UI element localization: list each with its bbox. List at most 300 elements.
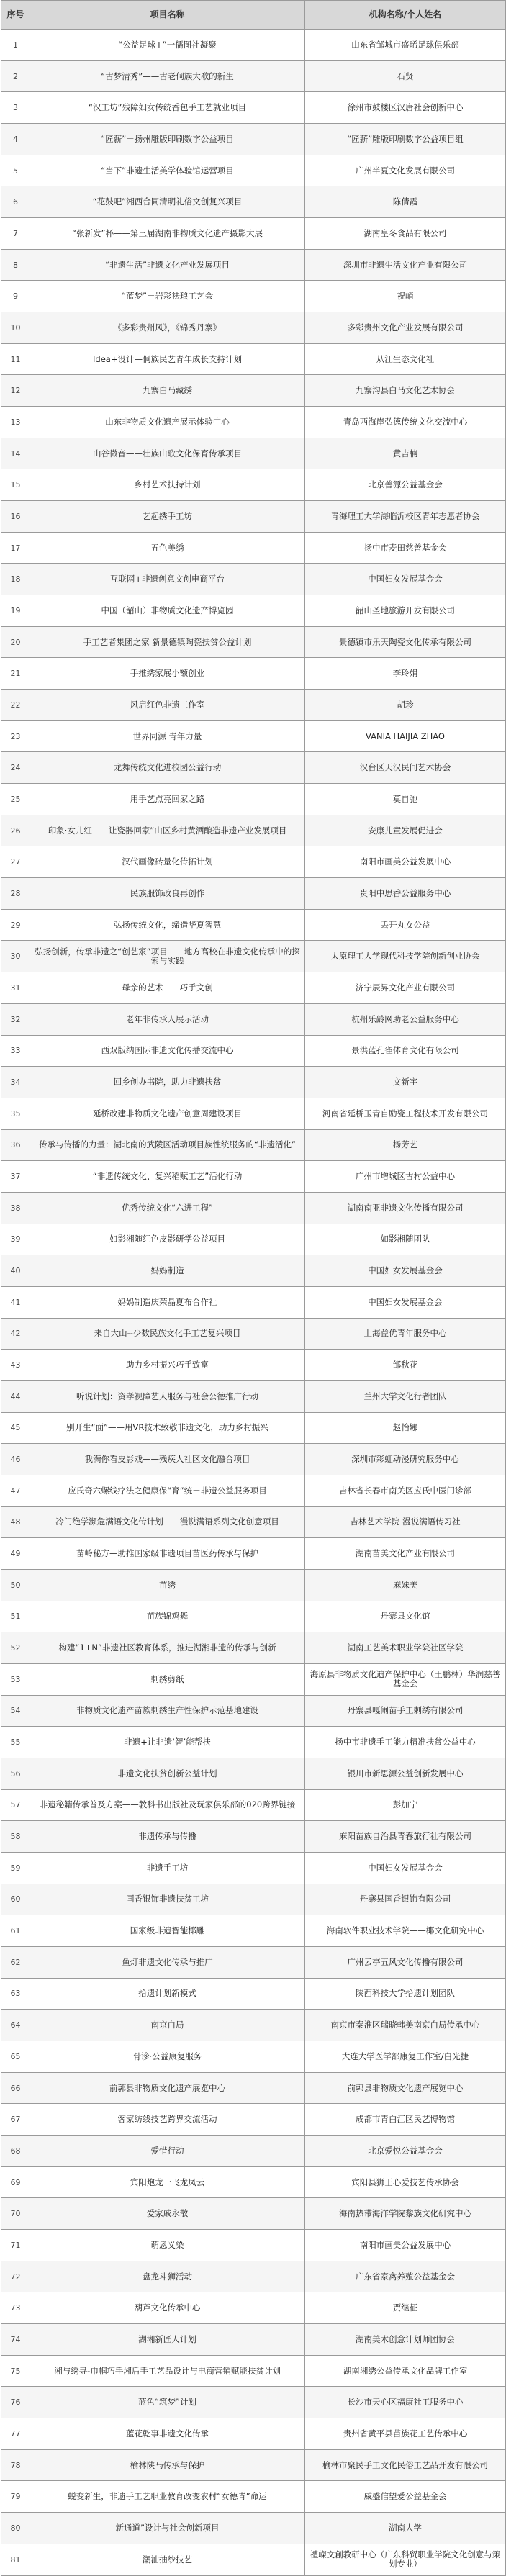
- row-organization-cell: 中国妇女发展基金会: [305, 1286, 506, 1318]
- row-organization-cell: 湖南工艺美术职业学院社区学院: [305, 1632, 506, 1664]
- row-project-name-cell: 应氏奇六螺线疗法之健康保“育”统－非遗公益服务项目: [30, 1475, 305, 1506]
- row-organization-cell: 禮嶸文創教研中心（广东科贸职业学院文化创意与策划专业）: [305, 2544, 506, 2575]
- row-seq-cell: 74: [1, 2324, 30, 2356]
- row-organization-cell: 陈倩霞: [305, 186, 506, 218]
- row-project-name-cell: 蓝色“筑梦”计划: [30, 2387, 305, 2418]
- table-row: [1, 2072, 506, 2104]
- row-organization-cell: 北京爱悦公益基金会: [305, 2136, 506, 2167]
- row-project-name-cell: 非遗文化扶贫创新公益计划: [30, 1758, 305, 1789]
- table-row: [1, 1821, 506, 1853]
- table-row: [1, 501, 506, 533]
- row-organization-cell: 中国妇女发展基金会: [305, 564, 506, 595]
- row-project-name-cell: 冷门绝学濒危满语文化传计划——漫说满语系列文化创意项目: [30, 1506, 305, 1538]
- row-organization-cell: 海南热带海洋学院黎族文化研究中心: [305, 2198, 506, 2230]
- row-project-name-cell: 刺绣剪纸: [30, 1663, 305, 1695]
- row-organization-cell: 青岛西海岸弘德传统文化交流中心: [305, 407, 506, 438]
- project-table: [1, 0, 506, 2576]
- row-organization-cell: 多彩贵州文化产业发展有限公司: [305, 312, 506, 344]
- row-project-name-cell: 非遗手工坊: [30, 1852, 305, 1884]
- row-project-name-cell: 葫芦文化传承中心: [30, 2292, 305, 2324]
- row-organization-cell: 赵怡娜: [305, 1412, 506, 1444]
- row-project-name-cell: 萌恩义染: [30, 2230, 305, 2261]
- row-project-name-cell: 鱼灯非遗文化传承与推广: [30, 1946, 305, 1978]
- row-organization-cell: 湖南大学: [305, 2513, 506, 2544]
- row-project-name-cell: 弘扬传统文化，缔造华夏智慧: [30, 909, 305, 941]
- table-row: [1, 2355, 506, 2387]
- table-row: [1, 1255, 506, 1287]
- row-project-name-cell: “张新发”杯——第三届湖南非物质文化遗产摄影大展: [30, 218, 305, 250]
- row-seq-cell: 51: [1, 1601, 30, 1632]
- row-organization-cell: 丹寨县文化馆: [305, 1601, 506, 1632]
- row-project-name-cell: 用手艺点亮回家之路: [30, 784, 305, 815]
- table-row: [1, 532, 506, 564]
- table-row: [1, 972, 506, 1004]
- row-organization-cell: 湖南苗美文化产业有限公司: [305, 1538, 506, 1570]
- row-seq-cell: 31: [1, 972, 30, 1004]
- row-seq-cell: 60: [1, 1884, 30, 1915]
- row-project-name-cell: 中国（韶山）非物质文化遗产博览园: [30, 595, 305, 627]
- row-seq-cell: 36: [1, 1129, 30, 1161]
- table-row: [1, 1884, 506, 1915]
- row-seq-cell: 59: [1, 1852, 30, 1884]
- row-project-name-cell: 手工艺者集团之家 新景德镇陶瓷扶贫公益计划: [30, 626, 305, 658]
- row-project-name-cell: 民族服饰改良再创作: [30, 878, 305, 910]
- table-row: [1, 2418, 506, 2450]
- row-seq-cell: 40: [1, 1255, 30, 1287]
- row-seq-cell: 6: [1, 186, 30, 218]
- row-organization-cell: VANIA HAIJIA ZHAO: [305, 720, 506, 752]
- row-seq-cell: 11: [1, 343, 30, 375]
- row-project-name-cell: 盘龙斗狮活动: [30, 2261, 305, 2292]
- row-seq-cell: 58: [1, 1821, 30, 1853]
- row-project-name-cell: 九寨白马藏绣: [30, 375, 305, 407]
- row-seq-cell: 70: [1, 2198, 30, 2230]
- row-project-name-cell: 苗族锦鸡舞: [30, 1601, 305, 1632]
- table-row: [1, 1978, 506, 2010]
- table-row: [1, 2136, 506, 2167]
- row-organization-cell: 九寨沟县白马文化艺术协会: [305, 375, 506, 407]
- row-seq-cell: 2: [1, 60, 30, 92]
- row-project-name-cell: “蓝梦”－岩彩祛琅工艺会: [30, 281, 305, 312]
- row-project-name-cell: 延桥改建非物质文化遗产创意周建设项目: [30, 1098, 305, 1129]
- row-seq-cell: 7: [1, 218, 30, 250]
- row-organization-cell: 吉林省长春市南关区应氏中医门诊部: [305, 1475, 506, 1506]
- row-organization-cell: 丢开丸女公益: [305, 909, 506, 941]
- table-row: [1, 312, 506, 344]
- table-row: [1, 1129, 506, 1161]
- table-row: [1, 281, 506, 312]
- row-organization-cell: “匠薪”雕版印刷数字公益项目组: [305, 124, 506, 155]
- row-project-name-cell: 爱家戚永散: [30, 2198, 305, 2230]
- table-row: [1, 1663, 506, 1695]
- row-project-name-cell: 客家纺线技艺跨界交流活动: [30, 2104, 305, 2136]
- table-row: [1, 407, 506, 438]
- row-seq-cell: 9: [1, 281, 30, 312]
- row-project-name-cell: 非遗传承与传播: [30, 1821, 305, 1853]
- table-row: [1, 1161, 506, 1193]
- row-project-name-cell: 手推绣家展小额创业: [30, 658, 305, 690]
- row-organization-cell: 成都市青白江区民艺博物馆: [305, 2104, 506, 2136]
- row-project-name-cell: 互联网+非遗创意文创电商平台: [30, 564, 305, 595]
- row-project-name-cell: “花鼓吧”湘西合同清明礼俗文创复兴项目: [30, 186, 305, 218]
- table-row: [1, 60, 506, 92]
- row-organization-cell: 贵州省黄平县苗族花工艺传承中心: [305, 2418, 506, 2450]
- table-row: [1, 218, 506, 250]
- row-seq-cell: 55: [1, 1727, 30, 1758]
- row-project-name-cell: 我满你看皮影戏——残疾人社区文化融合项目: [30, 1444, 305, 1475]
- table-row: [1, 249, 506, 281]
- row-organization-cell: 莫自弛: [305, 784, 506, 815]
- table-row: [1, 2513, 506, 2544]
- row-seq-cell: 78: [1, 2449, 30, 2481]
- row-organization-cell: 海原县非物质文化遗产保护中心（王鹏林）华润慈善基金会: [305, 1663, 506, 1695]
- row-organization-cell: 杭州乐龄网助老公益服务中心: [305, 1003, 506, 1035]
- row-seq-cell: 20: [1, 626, 30, 658]
- row-organization-cell: 大连大学医学部康复工作室/白光捷: [305, 2041, 506, 2073]
- row-seq-cell: 38: [1, 1192, 30, 1224]
- table-row: [1, 1789, 506, 1821]
- row-seq-cell: 43: [1, 1350, 30, 1381]
- table-row: [1, 2387, 506, 2418]
- row-project-name-cell: 新通道”设计与社会创新项目: [30, 2513, 305, 2544]
- row-seq-cell: 10: [1, 312, 30, 344]
- row-organization-cell: 吉林艺术学院 漫说满语传习社: [305, 1506, 506, 1538]
- row-organization-cell: 韶山圣地旅游开发有限公司: [305, 595, 506, 627]
- row-organization-cell: 贵阳中思香公益服务中心: [305, 878, 506, 910]
- row-project-name-cell: 湘与绣寻-巾帼巧手湘后手工艺品设计与电商营销赋能扶贫计划: [30, 2355, 305, 2387]
- row-seq-cell: 1: [1, 30, 30, 61]
- row-project-name-cell: 五色美绣: [30, 532, 305, 564]
- row-seq-cell: 22: [1, 690, 30, 721]
- row-seq-cell: 68: [1, 2136, 30, 2167]
- row-seq-cell: 54: [1, 1695, 30, 1727]
- row-organization-cell: 海南软件职业技术学院——椰文化研究中心: [305, 1915, 506, 1947]
- row-organization-cell: 文新宇: [305, 1067, 506, 1098]
- table-row: [1, 1569, 506, 1601]
- table-row: [1, 2230, 506, 2261]
- row-seq-cell: 45: [1, 1412, 30, 1444]
- table-row: [1, 1538, 506, 1570]
- row-seq-cell: 5: [1, 155, 30, 186]
- row-seq-cell: 56: [1, 1758, 30, 1789]
- table-row: [1, 1758, 506, 1789]
- table-row: [1, 1506, 506, 1538]
- row-seq-cell: 47: [1, 1475, 30, 1506]
- header-seq: 序号: [1, 1, 30, 30]
- row-organization-cell: 石贤: [305, 60, 506, 92]
- table-row: [1, 2198, 506, 2230]
- row-organization-cell: 邹秋花: [305, 1350, 506, 1381]
- row-organization-cell: 湖南美术创意计划师团协会: [305, 2324, 506, 2356]
- row-project-name-cell: “汉工坊”残障妇女传统香包手工艺就业项目: [30, 92, 305, 124]
- table-row: [1, 1695, 506, 1727]
- table-row: [1, 1915, 506, 1947]
- row-organization-cell: 湖南皇冬食品有限公司: [305, 218, 506, 250]
- table-row: [1, 1852, 506, 1884]
- row-seq-cell: 72: [1, 2261, 30, 2292]
- table-row: [1, 1286, 506, 1318]
- row-organization-cell: 长沙市天心区福康社工服务中心: [305, 2387, 506, 2418]
- table-row: [1, 1412, 506, 1444]
- row-organization-cell: 兰州大学文化行者团队: [305, 1380, 506, 1412]
- row-project-name-cell: “非遗生活”非遗文化产业发展项目: [30, 249, 305, 281]
- row-seq-cell: 65: [1, 2041, 30, 2073]
- row-seq-cell: 16: [1, 501, 30, 533]
- row-organization-cell: 景洪蓝孔雀体育文化有限公司: [305, 1035, 506, 1067]
- row-seq-cell: 44: [1, 1380, 30, 1412]
- row-seq-cell: 14: [1, 438, 30, 469]
- row-seq-cell: 23: [1, 720, 30, 752]
- table-row: [1, 1632, 506, 1664]
- table-row: [1, 2292, 506, 2324]
- row-seq-cell: 73: [1, 2292, 30, 2324]
- table-row: [1, 878, 506, 910]
- table-row: [1, 186, 506, 218]
- row-project-name-cell: 母亲的艺术——巧手文创: [30, 972, 305, 1004]
- row-organization-cell: 陕西科技大学拾遗计划团队: [305, 1978, 506, 2010]
- table-row: [1, 124, 506, 155]
- row-seq-cell: 19: [1, 595, 30, 627]
- row-organization-cell: 南阳市画美公益发展中心: [305, 2230, 506, 2261]
- row-seq-cell: 12: [1, 375, 30, 407]
- row-organization-cell: 彭加宁: [305, 1789, 506, 1821]
- row-seq-cell: 26: [1, 815, 30, 846]
- row-organization-cell: 胡珍: [305, 690, 506, 721]
- table-row: [1, 2481, 506, 2513]
- row-organization-cell: 麻妹美: [305, 1569, 506, 1601]
- row-seq-cell: 57: [1, 1789, 30, 1821]
- table-row: [1, 1727, 506, 1758]
- table-row: [1, 343, 506, 375]
- table-row: [1, 1444, 506, 1475]
- table-row: [1, 784, 506, 815]
- row-seq-cell: 61: [1, 1915, 30, 1947]
- table-row: [1, 1318, 506, 1350]
- row-seq-cell: 46: [1, 1444, 30, 1475]
- table-row: [1, 658, 506, 690]
- row-seq-cell: 39: [1, 1224, 30, 1255]
- row-project-name-cell: 传承与传播的力量：湖北南的武陵区活动项目族性统服务的“非遗活化”: [30, 1129, 305, 1161]
- row-seq-cell: 33: [1, 1035, 30, 1067]
- row-organization-cell: 杨芳艺: [305, 1129, 506, 1161]
- row-project-name-cell: 山东非物质文化遗产展示体验中心: [30, 407, 305, 438]
- row-project-name-cell: 山谷微音——壮族山歌文化保育传承项目: [30, 438, 305, 469]
- row-organization-cell: 济宁辰昇文化产业有限公司: [305, 972, 506, 1004]
- row-seq-cell: 25: [1, 784, 30, 815]
- row-organization-cell: 太原理工大学现代科技学院创新创业协会: [305, 941, 506, 972]
- row-organization-cell: 银川市新思源公益创新发展中心: [305, 1758, 506, 1789]
- row-project-name-cell: 来自大山--少数民族文化手工艺复兴项目: [30, 1318, 305, 1350]
- table-row: [1, 1067, 506, 1098]
- row-organization-cell: 中国妇女发展基金会: [305, 1255, 506, 1287]
- table-row: [1, 846, 506, 878]
- table-row: [1, 30, 506, 61]
- row-project-name-cell: “古梦清秀”——古老侗族大歌的新生: [30, 60, 305, 92]
- row-project-name-cell: 汉代画像砖量化传拓计划: [30, 846, 305, 878]
- row-seq-cell: 64: [1, 2010, 30, 2041]
- row-organization-cell: 从江生态文化社: [305, 343, 506, 375]
- table-row: [1, 2544, 506, 2575]
- row-organization-cell: 扬中市麦田慈善基金会: [305, 532, 506, 564]
- row-organization-cell: 河南省延桥玉青自励瓷工程技术开发有限公司: [305, 1098, 506, 1129]
- row-organization-cell: 南京市秦淮区瑞晓韩美南京白局传承中心: [305, 2010, 506, 2041]
- row-organization-cell: 贾继征: [305, 2292, 506, 2324]
- row-seq-cell: 30: [1, 941, 30, 972]
- table-row: [1, 2166, 506, 2198]
- row-seq-cell: 21: [1, 658, 30, 690]
- row-organization-cell: 宾阳县狮王心爱技艺传承协会: [305, 2166, 506, 2198]
- row-seq-cell: 80: [1, 2513, 30, 2544]
- row-seq-cell: 37: [1, 1161, 30, 1193]
- table-row: [1, 720, 506, 752]
- row-organization-cell: 麻阳苗族自治县青春旅行社有限公司: [305, 1821, 506, 1853]
- row-organization-cell: 北京善源公益基金会: [305, 469, 506, 501]
- row-project-name-cell: “当下”非遗生活美学体验馆运营项目: [30, 155, 305, 186]
- table-row: [1, 438, 506, 469]
- row-seq-cell: 15: [1, 469, 30, 501]
- row-seq-cell: 13: [1, 407, 30, 438]
- row-project-name-cell: 妈妈制造: [30, 1255, 305, 1287]
- table-row: [1, 1224, 506, 1255]
- row-seq-cell: 34: [1, 1067, 30, 1098]
- row-seq-cell: 24: [1, 752, 30, 784]
- row-project-name-cell: 苗绣: [30, 1569, 305, 1601]
- row-project-name-cell: 艺起绣手工坊: [30, 501, 305, 533]
- row-project-name-cell: 优秀传统文化“六进工程”: [30, 1192, 305, 1224]
- table-row: [1, 564, 506, 595]
- row-seq-cell: 62: [1, 1946, 30, 1978]
- table-row: [1, 2010, 506, 2041]
- header-organization: 机构名称/个人姓名: [305, 1, 506, 30]
- row-organization-cell: 丹寨县嘎闹苗手工刺绣有限公司: [305, 1695, 506, 1727]
- table-row: [1, 1192, 506, 1224]
- row-organization-cell: 深圳市彩虹动漫研究服务中心: [305, 1444, 506, 1475]
- row-project-name-cell: 龙舞传统文化进校园公益行动: [30, 752, 305, 784]
- row-seq-cell: 77: [1, 2418, 30, 2450]
- row-project-name-cell: 弘扬创新，传承非遗之“创艺家”项目——地方高校在非遗文化传承中的探索与实践: [30, 941, 305, 972]
- row-project-name-cell: 蓝花乾事非遗文化传承: [30, 2418, 305, 2450]
- row-project-name-cell: 非物质文化遗产苗族刺绣生产性保护示范基地建设: [30, 1695, 305, 1727]
- header-row: [1, 1, 506, 30]
- table-row: [1, 941, 506, 972]
- row-organization-cell: 前郭县非物质文化遗产展览中心: [305, 2072, 506, 2104]
- row-seq-cell: 3: [1, 92, 30, 124]
- table-row: [1, 375, 506, 407]
- row-seq-cell: 50: [1, 1569, 30, 1601]
- row-seq-cell: 48: [1, 1506, 30, 1538]
- row-organization-cell: 扬中市非遗手工能力精准扶贫公益中心: [305, 1727, 506, 1758]
- row-organization-cell: 安康儿童发展促进会: [305, 815, 506, 846]
- row-project-name-cell: 西双版纳国际非遗文化传播交流中心: [30, 1035, 305, 1067]
- table-row: [1, 2324, 506, 2356]
- row-project-name-cell: 如影湘随红色皮影研学公益项目: [30, 1224, 305, 1255]
- row-project-name-cell: 潮汕抽纱技艺: [30, 2544, 305, 2575]
- row-project-name-cell: 助力乡村振兴巧手致富: [30, 1350, 305, 1381]
- row-seq-cell: 69: [1, 2166, 30, 2198]
- row-organization-cell: 青海理工大学海临沂校区青年志愿者协会: [305, 501, 506, 533]
- row-seq-cell: 67: [1, 2104, 30, 2136]
- table-header: [1, 1, 506, 30]
- row-project-name-cell: 蜕变新生，非遗手工艺职业教育改变农村“女德青”命运: [30, 2481, 305, 2513]
- row-seq-cell: 76: [1, 2387, 30, 2418]
- row-project-name-cell: Idea+设计—侗族民艺青年成长支持计划: [30, 343, 305, 375]
- table-row: [1, 595, 506, 627]
- row-project-name-cell: 印象·女儿红——让瓷器回家”山区乡村黄酒酿造非遗产业发展项目: [30, 815, 305, 846]
- header-project-name: 项目名称: [30, 1, 305, 30]
- row-organization-cell: 如影湘随团队: [305, 1224, 506, 1255]
- row-organization-cell: 汉台区天汉民间艺术协会: [305, 752, 506, 784]
- row-project-name-cell: 苗岭秘方—助推国家级非遗项目苗医药传承与保护: [30, 1538, 305, 1570]
- row-project-name-cell: 爱惜行动: [30, 2136, 305, 2167]
- row-project-name-cell: 非遗秘籍传承普及方案——教科书出版社及玩家俱乐部的020跨界链接: [30, 1789, 305, 1821]
- row-seq-cell: 18: [1, 564, 30, 595]
- table-row: [1, 1098, 506, 1129]
- row-seq-cell: 52: [1, 1632, 30, 1664]
- row-project-name-cell: 拾遗计划新模式: [30, 1978, 305, 2010]
- row-project-name-cell: 宾阳炮龙一飞龙凤云: [30, 2166, 305, 2198]
- row-seq-cell: 29: [1, 909, 30, 941]
- row-seq-cell: 49: [1, 1538, 30, 1570]
- row-project-name-cell: 前郭县非物质文化遗产展览中心: [30, 2072, 305, 2104]
- row-organization-cell: 广东省家禽养殖公益基金会: [305, 2261, 506, 2292]
- row-organization-cell: 广州市增城区古村公益中心: [305, 1161, 506, 1193]
- row-organization-cell: 黄吉楠: [305, 438, 506, 469]
- row-seq-cell: 41: [1, 1286, 30, 1318]
- row-seq-cell: 81: [1, 2544, 30, 2575]
- row-project-name-cell: 妈妈制造庆荣晶夏布合作社: [30, 1286, 305, 1318]
- table-row: [1, 1380, 506, 1412]
- row-organization-cell: 徐州市鼓楼区汉唐社会创新中心: [305, 92, 506, 124]
- row-project-name-cell: 南京白局: [30, 2010, 305, 2041]
- table-row: [1, 626, 506, 658]
- row-project-name-cell: 构建“1+N”非遗社区教育体系，推进湖湘非遗的传承与创新: [30, 1632, 305, 1664]
- table-row: [1, 2041, 506, 2073]
- row-seq-cell: 4: [1, 124, 30, 155]
- row-organization-cell: 山东省邹城市盛晞足球俱乐部: [305, 30, 506, 61]
- table-row: [1, 909, 506, 941]
- row-seq-cell: 32: [1, 1003, 30, 1035]
- row-project-name-cell: 国家级非遗智能椰雕: [30, 1915, 305, 1947]
- row-project-name-cell: “匠薪”－扬州雕版印刷数字公益项目: [30, 124, 305, 155]
- table-row: [1, 1946, 506, 1978]
- row-seq-cell: 8: [1, 249, 30, 281]
- row-seq-cell: 66: [1, 2072, 30, 2104]
- row-project-name-cell: 别开生“面”——用VR技术致敬非遗文化，助力乡村振兴: [30, 1412, 305, 1444]
- row-organization-cell: 祝峭: [305, 281, 506, 312]
- table-body: [1, 30, 506, 2576]
- row-seq-cell: 17: [1, 532, 30, 564]
- table-row: [1, 1601, 506, 1632]
- row-organization-cell: 湖南南亚非遗文化传播有限公司: [305, 1192, 506, 1224]
- row-seq-cell: 53: [1, 1663, 30, 1695]
- row-project-name-cell: 乡村艺术扶持计划: [30, 469, 305, 501]
- row-organization-cell: 景德镇市乐天陶瓷文化传承有限公司: [305, 626, 506, 658]
- table-row: [1, 92, 506, 124]
- row-organization-cell: 榆林市聚民手工文化民俗工艺品开发有限公司: [305, 2449, 506, 2481]
- row-organization-cell: 李玲娟: [305, 658, 506, 690]
- table-row: [1, 815, 506, 846]
- row-seq-cell: 35: [1, 1098, 30, 1129]
- table-row: [1, 2449, 506, 2481]
- row-organization-cell: 中国妇女发展基金会: [305, 1852, 506, 1884]
- row-project-name-cell: 骨诊·公益康复服务: [30, 2041, 305, 2073]
- row-organization-cell: 广州云亭五风文化传播有限公司: [305, 1946, 506, 1978]
- row-project-name-cell: 榆林陕马传承与保护: [30, 2449, 305, 2481]
- table-row: [1, 155, 506, 186]
- row-organization-cell: 威盛信望爱公益基金会: [305, 2481, 506, 2513]
- row-seq-cell: 42: [1, 1318, 30, 1350]
- row-seq-cell: 63: [1, 1978, 30, 2010]
